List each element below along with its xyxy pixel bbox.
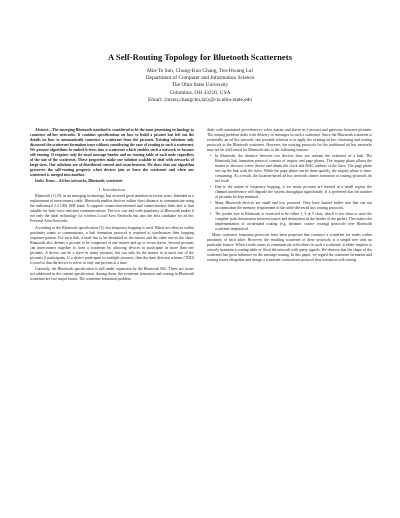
index-terms (30, 179, 194, 184)
body-paragraph: Many scatternet formation protocols have been proposed that construct a scatternet for nodes within proximity of each other. However, the resulting scatternet of these protocols is a simple tree with no particular feature. When a node wants to communicate with others in such a scatternet, it either requires to actively maintain a routing table or flood the network with query signals. We observe that the shape of the scatternet has great influence on the message routing. In this paper, we regard the scatternet formation and routing issues altogether and design a scatternet construction protocol that constructs self-routing (207, 233, 372, 263)
body-paragraph: Bluetooth [1] [5], as an emerging technology, has received great attention in recent years. Intended as a replacement of interconnect cable, Bluetooth enables devices within short distance to communicate using the unlicensed 2.4 GHz ISM band. It supports connection-oriented and connectionless links and is thus suitable for both voice and data communications. The low cost and wide popularity of Bluetooth makes it not only the ideal technology for wireless Local Area Networks but also the best candidate for ad hoc Personal Area Networks. (30, 194, 194, 224)
author-department: Department of Computer and Information Science (145, 75, 255, 82)
author-names: Min-Te Sun, Chung-Kuo Chang, Ten-Hwang Lai (147, 68, 253, 74)
index-terms-text: —Ad hoc networks, Bluetooth, scatternet (54, 179, 123, 184)
author-block (0, 68, 400, 104)
author-location: Columbus, OH 43210, USA (169, 89, 231, 96)
paper-title: A Self-Routing Topology for Bluetooth Scatternets (108, 52, 292, 62)
body-paragraph: According to the Bluetooth specification [1], fast frequency hopping is used. When two devices within proximity wants to communicate, a link formation protocol is required to synchronize their hopping sequence pattern. For each link, a node has to be identified as the master and the other one as the slave. Bluetooth also defines a piconet to be composed of one master and up to seven slaves. Several piconets can interconnect together to form a scatternet by allowing devices to participate in more than one piconets. A device can be a slave in many piconets, but can only be the master in at most one of the piconets it participates. If a device participate in multiple piconets, then the time division scheme (TDD) is used so that the device is active in only one piconet at a time. (30, 225, 194, 265)
list-item: • Many Bluetooth devices are small and low powered. They have limited buffer size that can not accommodate the memory requirement of the table-driven ad hoc routing protocols. (215, 201, 372, 211)
section-heading-introduction: I. Introduction (98, 187, 126, 193)
body-paragraph: deals with automated procedures to select master and slaves in a piconet and gateways between piconets. The routing problem deals with delivery of messages in such a scatternet. Since the Bluetooth scatternet is essentially an ad hoc network, one possible solution is to apply the existing ad hoc clustering and routing protocols to the Bluetooth scatternet. However, the existing protocols for the traditional ad hoc networks may not be well suited for Bluetooth due to the following reasons: (207, 128, 372, 153)
author-email: Email: {msun,changchu,lai}@cis.ohio-state.edu (147, 96, 252, 103)
index-terms-label: Index Terms (35, 179, 55, 184)
reasons-list (207, 154, 372, 232)
list-item: • In Bluetooth, the distance between two devices does not warrant the existence of a link. The Bluetooth link formation protocol consists of inquiry and page phases. The inquiry phase allows the master to discover a new device and obtain the clock and MAC address of the slave. The page phase sets up the link with the slave. While the page phase can be done quickly, the inquiry phase is time-consuming. As a result, the location-based ad hoc network cluster formation or routing protocols do not work. (215, 154, 372, 184)
author-university: The Ohio State University (171, 82, 229, 89)
right-column (207, 128, 372, 264)
abstract (30, 128, 194, 178)
abstract-text: —The emerging Bluetooth standard is considered to be the most promising technology to construct ad-hoc networks. It contains specifications on how to build a piconet but left out the details on how to automatically construct a scatternet from the piconets. Existing solutions only discussed the scatternet formation issue without considering the ease of routing in such a scatternet. We present algorithms to embed b-trees into a scatternet which enables such a network to become self-routing. It requires only fix-sized message header and no routing table at each node regardless of the size of the scatternet. These properties make our solution scalable to deal with networks of large sizes. Our solutions are of distributed control and asynchronous. We show that our algorithm preserves the self-routing property when devices join or leave the scatternet and when one scatternet is merged into another. (30, 128, 194, 178)
list-item: • The packet size in Bluetooth is restricted to be either 1, 3 or 5 slots, which is too short to store the complete path information between source and destination in the header of the packet. This makes the implementation of on-demand routing (e.g. dynamic source routing) protocols over Bluetooth scatternet impractical. (215, 212, 372, 232)
list-item: • Due to the nature of frequency hopping, if too many piconets are formed in a small region, the channel interference will degrade the system throughput significantly. It is preferred that the number of piconets be kept minimal. (215, 185, 372, 200)
left-column (30, 128, 194, 283)
abstract-label: Abstract (35, 128, 49, 132)
body-paragraph: Currently, the Bluetooth specification is still under expansion by the Bluetooth SIG. There are issues not addressed in the current specification. Among them, the scatternet formation and routing in Bluetooth scatternet are two major issues. The scatternet formation problem (30, 266, 194, 281)
